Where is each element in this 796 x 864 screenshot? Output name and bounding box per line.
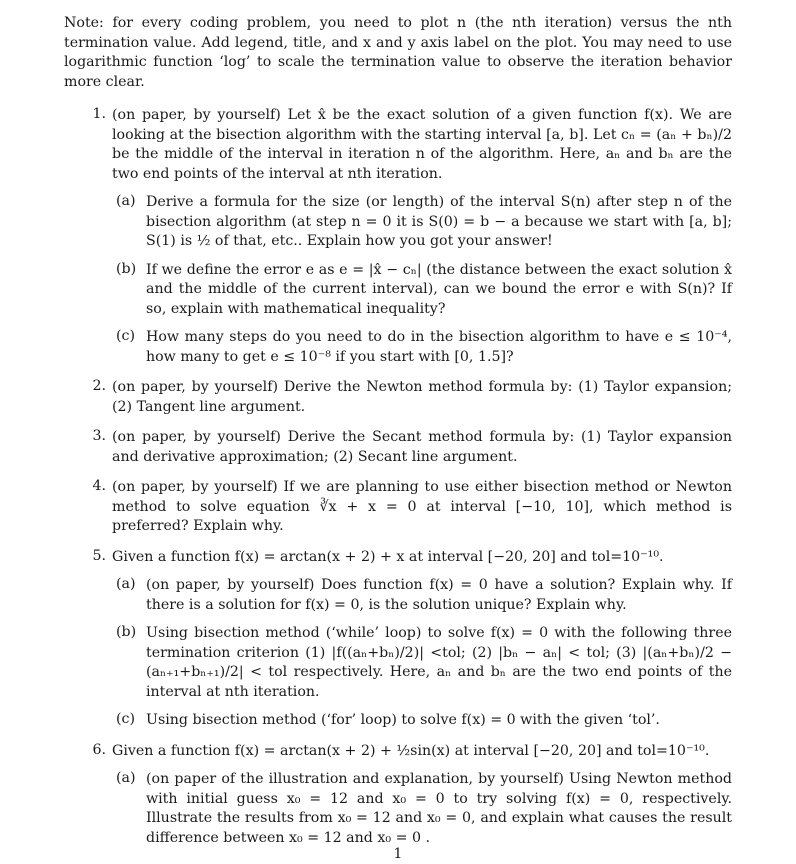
- subproblem-1a: [112, 193, 732, 252]
- subproblem-text: Derive a formula for the size (or length) of the interval S(n) after step n of the bisection algorithm (at step n = 0 it is S(0) = b − a because we start with [a, b]; S(1) is ½ of that, etc.. Explain how you got your answer!: [146, 194, 732, 249]
- problem-text: Given a function f(x) = arctan(x + 2) + x at interval [−20, 20] and tol=10⁻¹⁰.: [112, 548, 664, 565]
- subproblem-6a: [112, 770, 732, 848]
- subproblem-5c: [112, 711, 732, 731]
- subproblem-text: How many steps do you need to do in the bisection algorithm to have e ≤ 10⁻⁴, how many to get e ≤ 10⁻⁸ if you start with [0, 1.5]?: [146, 329, 732, 365]
- subproblem-5b: [112, 624, 732, 702]
- subproblem-text: Using bisection method (‘while’ loop) to solve f(x) = 0 with the following three termination criterion (1) |f((aₙ+bₙ)/2)| <tol; (2) |bₙ − aₙ| < tol; (3) |(aₙ+bₙ)/2 − (aₙ₊₁+bₙ₊₁)/2| < tol respectively. Here, aₙ and bₙ are the two end points of the interval at nth iteration.: [146, 625, 732, 700]
- problem-2: [64, 378, 732, 417]
- problem-number: 1.: [92, 106, 106, 122]
- subproblem-label: (a): [116, 193, 136, 209]
- problem-6: [64, 742, 732, 849]
- problem-number: 4.: [92, 478, 106, 494]
- problem-1: [64, 106, 732, 367]
- problem-text: (on paper, by yourself) Derive the Newton method formula by: (1) Taylor expansion; (2) Tangent line argument.: [112, 379, 732, 415]
- problem-number: 2.: [92, 378, 106, 394]
- problem-number: 3.: [92, 428, 106, 444]
- subproblem-label: (c): [116, 328, 136, 344]
- subproblem-label: (b): [116, 260, 137, 277]
- subproblem-text: (on paper, by yourself) Does function f(x) = 0 have a solution? Explain why. If there is a solution for f(x) = 0, is the solution unique? Explain why.: [146, 577, 732, 613]
- document-page: [64, 14, 732, 859]
- subproblem-1c: [112, 328, 732, 367]
- subproblem-label: (a): [116, 576, 136, 592]
- subproblem-text: Using bisection method (‘for’ loop) to solve f(x) = 0 with the given ‘tol’.: [146, 712, 660, 728]
- subproblem-label: (c): [116, 711, 136, 727]
- problem-text: Given a function f(x) = arctan(x + 2) + ½sin(x) at interval [−20, 20] and tol=10⁻¹⁰.: [112, 742, 710, 759]
- problem-text: (on paper, by yourself) If we are planning to use either bisection method or Newton method to solve equation ∛x + x = 0 at interval [−10, 10], which method is preferred? Explain why.: [112, 479, 732, 534]
- page-number: 1: [393, 846, 403, 862]
- problem-number: 5.: [92, 547, 106, 564]
- note-paragraph: Note: for every coding problem, you need to plot n (the nth iteration) versus the nth termination value. Add legend, title, and x and y axis label on the plot. You may need to use logarithmic function ‘log’ to scale the termination value to observe the iteration behavior more clear.: [64, 15, 732, 90]
- subproblem-5a: [112, 576, 732, 615]
- problem-4: [64, 478, 732, 537]
- subproblem-1b: [112, 261, 732, 320]
- problem-5: [64, 548, 732, 731]
- subproblem-label: (b): [116, 624, 137, 640]
- subproblem-label: (a): [116, 770, 136, 786]
- subproblem-text: (on paper of the illustration and explanation, by yourself) Using Newton method with initial guess x₀ = 12 and x₀ = 0 to try solving f(x) = 0, respectively. Illustrate the results from x₀ = 12 and x₀ = 0, and explain what causes the result difference between x₀ = 12 and x₀ = 0 .: [146, 771, 732, 846]
- problem-3: [64, 428, 732, 467]
- problem-text: (on paper, by yourself) Let x̂ be the exact solution of a given function f(x). We are looking at the bisection algorithm with the starting interval [a, b]. Let cₙ = (aₙ + bₙ)/2 be the middle of the interval in iteration n of the algorithm. Here, aₙ and bₙ are the two end points of the interval at nth iteration.: [112, 107, 732, 182]
- problem-text: (on paper, by yourself) Derive the Secant method formula by: (1) Taylor expansion and derivative approximation; (2) Secant line argument.: [112, 429, 732, 465]
- problem-number: 6.: [92, 741, 106, 758]
- subproblem-text: If we define the error e as e = |x̂ − cₙ| (the distance between the exact solution x̂ and the middle of the current interval), can we bound the error e with S(n)? If so, explain with mathematical inequality?: [146, 261, 732, 317]
